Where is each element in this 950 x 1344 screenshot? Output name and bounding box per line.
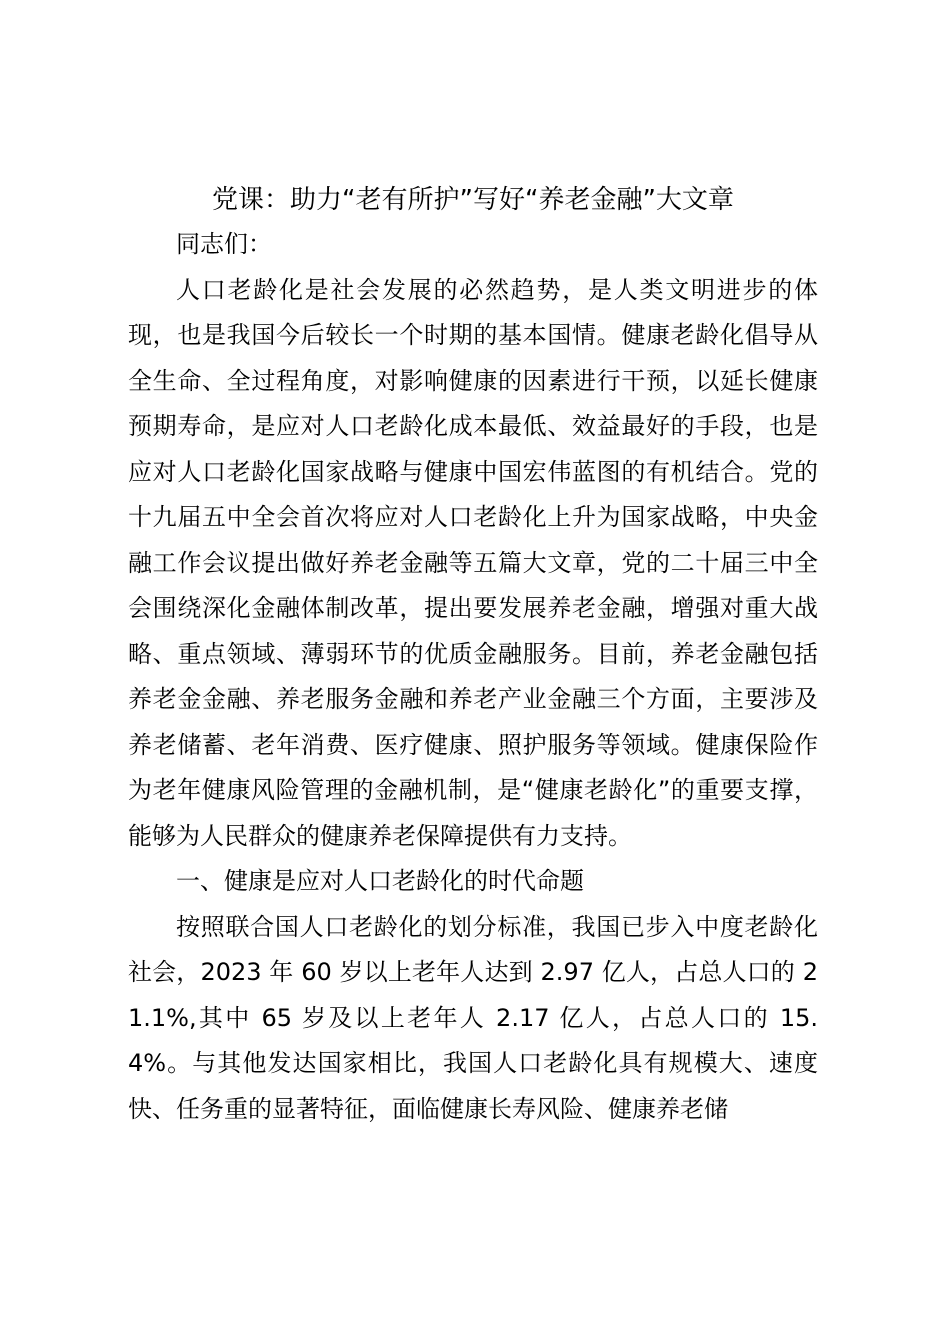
- document-title: 党课：助力“老有所护”写好“养老金融”大文章: [212, 185, 734, 215]
- body-paragraph: 人口老龄化是社会发展的必然趋势，是人类文明进步的体现，也是我国今后较长一个时期的基本国情。健康老龄化倡导从全生命、全过程角度，对影响健康的因素进行干预，以延长健康预期寿命，是应对人口老龄化成本最低、效益最好的手段，也是应对人口老龄化国家战略与健康中国宏伟蓝图的有机结合。党的十九届五中全会首次将应对人口老龄化上升为国家战略，中央金融工作会议提出做好养老金融等五篇大文章，党的二十届三中全会围绕深化金融体制改革，提出要发展养老金融，增强对重大战略、重点领域、薄弱环节的优质金融服务。目前，养老金融包括养老金金融、养老服务金融和养老产业金融三个方面，主要涉及养老储蓄、老年消费、医疗健康、照护服务等领域。健康保险作为老年健康风险管理的金融机制，是“健康老龄化”的重要支撑，能够为人民群众的健康养老保障提供有力支持。: [128, 275, 818, 850]
- section-heading: 一、健康是应对人口老龄化的时代命题: [176, 867, 584, 895]
- salutation: 同志们：: [176, 230, 272, 258]
- document-body: [128, 222, 818, 1132]
- body-paragraph: 按照联合国人口老龄化的划分标准，我国已步入中度老龄化社会，2023 年 60 岁以上老年人达到 2.97 亿人，占总人口的 21.1%,其中 65 岁及以上老年人 2.17 亿人，占总人口的 15.4%。与其他发达国家相比，我国人口老龄化具有规模大、速度快、任务重的显著特征，面临健康长寿风险、健康养老储: [128, 912, 818, 1123]
